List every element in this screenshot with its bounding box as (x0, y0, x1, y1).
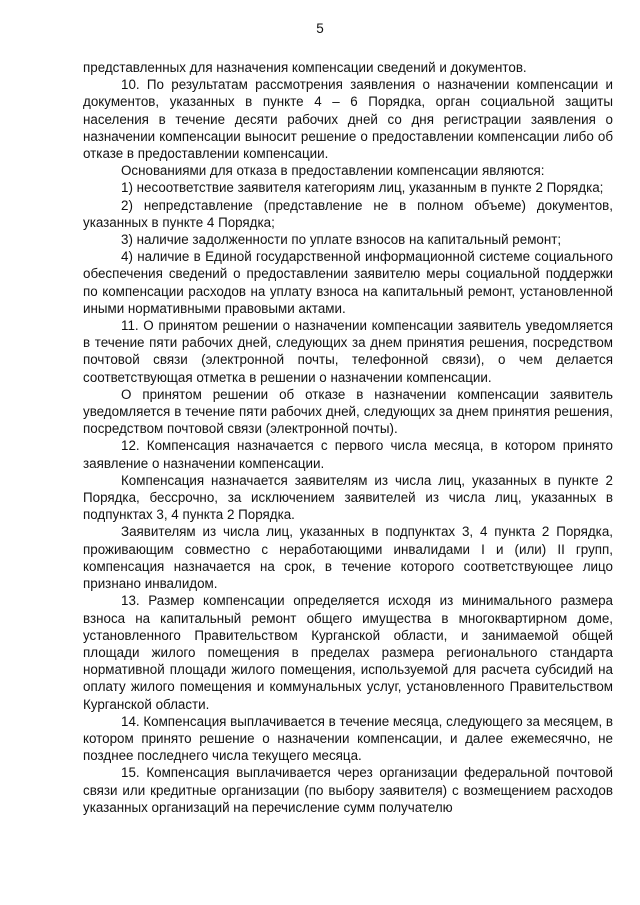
paragraph-disability-term: Заявителям из числа лиц, указанных в подпунктах 3, 4 пункта 2 Порядка, проживающим совместно с неработающими инвалидами I и (или) II групп, компенсация назначается на срок, в течение которого соответствующее лицо признано инвалидом. (83, 524, 613, 592)
paragraph-ground-1: 1) несоответствие заявителя категориям лиц, указанным в пункте 2 Порядка; (121, 180, 604, 196)
paragraph-ground-2: 2) непредставление (представление не в полном объеме) документов, указанных в пункте 4 Порядка; (83, 197, 613, 230)
paragraph-item-15: 15. Компенсация выплачивается через организации федеральной почтовой связи или кредитные организации (по выбору заявителя) с возмещением расходов указанных организаций на перечисление сумм получателю (83, 765, 613, 815)
page-number: 5 (316, 21, 324, 36)
paragraph-ground-4: 4) наличие в Единой государственной информационной системе социального обеспечения сведений о предоставлении заявителю меры социальной поддержки по компенсации расходов на уплату взноса на капитальный ремонт, установленной иными нормативными правовыми актами. (83, 249, 613, 316)
paragraph-item-10: 10. По результатам рассмотрения заявления о назначении компенсации и документов, указанных в пункте 4 – 6 Порядка, орган социальной защиты населения в течение десяти рабочих дней со дня регистрации заявления о назначении компенсации выносит решение о предоставлении компенсации либо об отказе в предоставлении компенсации. (83, 77, 613, 162)
paragraph-indefinite-term: Компенсация назначается заявителям из числа лиц, указанных в пункте 2 Порядка, бессрочно, за исключением заявителей из числа лиц, указанных в подпунктах 3, 4 пункта 2 Порядка. (83, 472, 613, 523)
paragraph-item-12: 12. Компенсация назначается с первого числа месяца, в котором принято заявление о назначении компенсации. (83, 438, 613, 471)
paragraph-item-13: 13. Размер компенсации определяется исходя из минимального размера взноса на капитальный ремонт общего имущества в многоквартирном доме, установленного Правительством Курганской области, и занимаемой общей площади жилого помещения в пределах размера регионального стандарта нормативной площади жилого помещения, используемой для расчета субсидий на оплату жилого помещения и коммунальных услуг, установленного Правительством Курганской области. (83, 593, 613, 712)
paragraph-item-14: 14. Компенсация выплачивается в течение месяца, следующего за месяцем, в котором принято решение о назначении компенсации, и далее ежемесячно, не позднее последнего числа текущего месяца. (83, 713, 613, 764)
paragraph-refusal-notice: О принятом решении об отказе в назначении компенсации заявитель уведомляется в течение пяти рабочих дней, следующих за днем принятия решения, посредством почтовой связи (электронной почты). (83, 386, 613, 437)
paragraph-refusal-grounds: Основаниями для отказа в предоставлении компенсации являются: (121, 163, 545, 179)
paragraph-continuation: представленных для назначения компенсации сведений и документов. (83, 60, 527, 75)
document-body (83, 59, 613, 816)
paragraph-ground-3: 3) наличие задолженности по уплате взносов на капитальный ремонт; (121, 232, 562, 248)
paragraph-item-11: 11. О принятом решении о назначении компенсации заявитель уведомляется в течение пяти рабочих дней, следующих за днем принятия решения, посредством почтовой связи (электронной почты, телефонной связи), о чем делается соответствующая отметка в решении о назначении компенсации. (83, 318, 613, 385)
